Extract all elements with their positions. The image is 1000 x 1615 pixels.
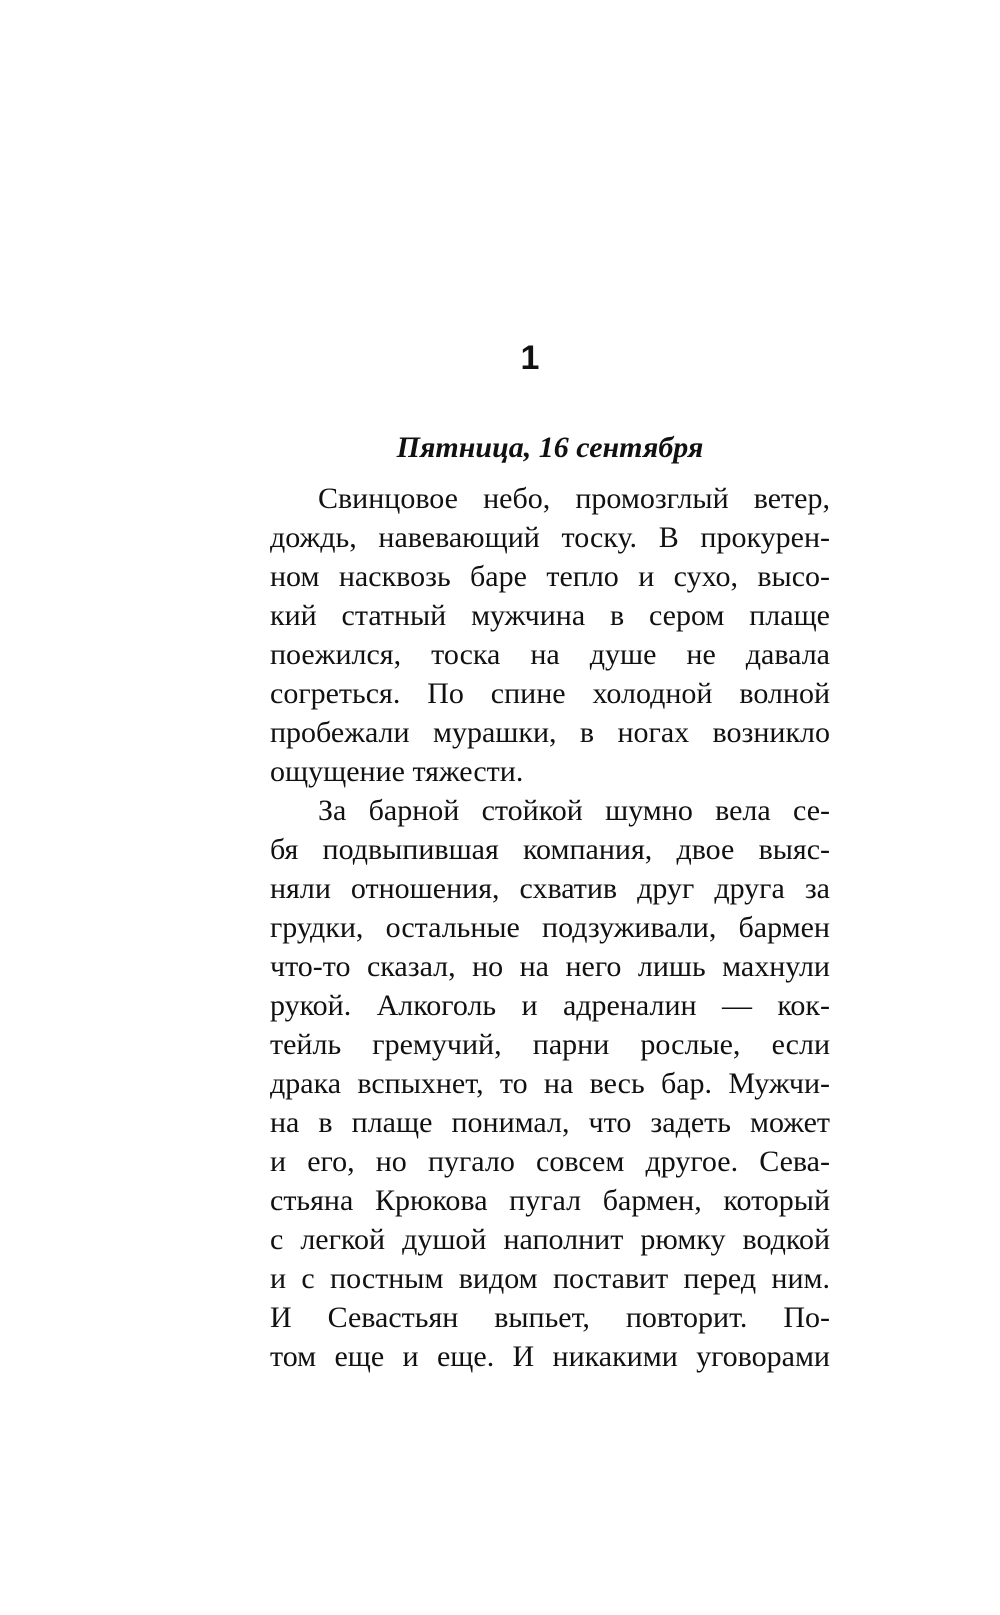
text-line: что-то сказал, но на него лишь махнули: [270, 950, 830, 983]
text-line: согреться. По спине холодной волной: [270, 677, 830, 710]
chapter-date: Пятница, 16 сентября: [396, 431, 704, 464]
text-line: поежился, тоска на душе не давала: [270, 638, 830, 671]
text-line: бя подвыпившая компания, двое выяс-: [270, 833, 830, 866]
text-line: грудки, остальные подзуживали, бармен: [270, 911, 830, 944]
text-line: том еще и еще. И никакими уговорами: [270, 1340, 830, 1373]
text-line: пробежали мурашки, в ногах возникло: [270, 716, 830, 749]
text-line: на в плаще понимал, что задеть может: [270, 1106, 830, 1139]
text-line: и с постным видом поставит перед ним.: [270, 1262, 830, 1295]
text-line: Свинцовое небо, промозглый ветер,: [318, 482, 830, 515]
text-line: дождь, навевающий тоску. В прокурен-: [270, 521, 830, 554]
text-line: кий статный мужчина в сером плаще: [270, 599, 830, 632]
text-line: и его, но пугало совсем другое. Сева-: [270, 1145, 830, 1178]
text-line: И Севастьян выпьет, повторит. По-: [270, 1301, 830, 1334]
text-line: драка вспыхнет, то на весь бар. Мужчи-: [270, 1067, 830, 1100]
text-line: стьяна Крюкова пугал бармен, который: [270, 1184, 830, 1217]
text-line: За барной стойкой шумно вела се-: [318, 794, 830, 827]
text-line: с легкой душой наполнит рюмку водкой: [270, 1223, 830, 1256]
text-line: ощущение тяжести.: [270, 755, 524, 788]
text-line: ном насквозь баре тепло и сухо, высо-: [270, 560, 830, 593]
text-line: няли отношения, схватив друг друга за: [270, 872, 830, 905]
text-line: рукой. Алкоголь и адреналин — кок-: [270, 989, 830, 1022]
text-line: тейль гремучий, парни рослые, если: [270, 1028, 830, 1061]
chapter-number: 1: [520, 339, 540, 377]
